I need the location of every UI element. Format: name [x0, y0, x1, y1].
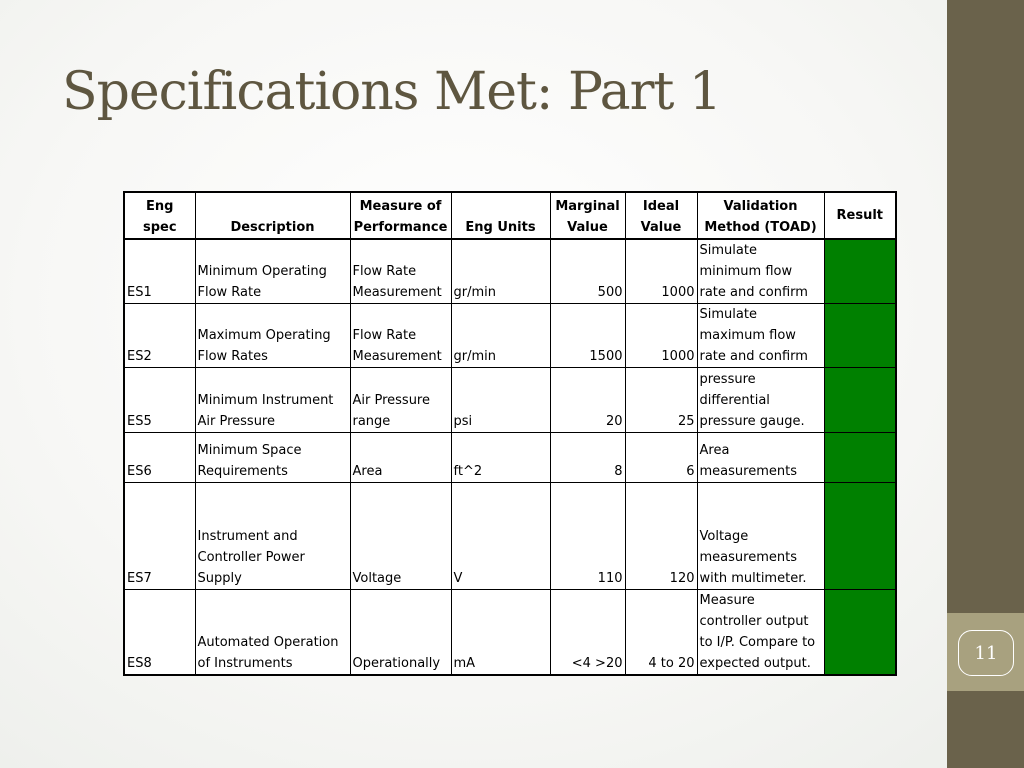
cell-measure: Operationally [350, 590, 451, 676]
header-description: Description [195, 192, 350, 239]
header-eng-units: Eng Units [451, 192, 550, 239]
cell-description: Minimum Space Requirements [195, 433, 350, 483]
header-ideal: Ideal Value [625, 192, 697, 239]
cell-eng-units: mA [451, 590, 550, 676]
cell-marginal-value: 1500 [550, 304, 625, 368]
cell-eng-spec: ES5 [124, 368, 195, 433]
cell-ideal-value: 1000 [625, 239, 697, 304]
cell-eng-units: ft^2 [451, 433, 550, 483]
cell-marginal-value: 20 [550, 368, 625, 433]
cell-description: Minimum Instrument Air Pressure [195, 368, 350, 433]
cell-eng-units: gr/min [451, 304, 550, 368]
cell-validation: pressure differential pressure gauge. [697, 368, 824, 433]
cell-validation: Area measurements [697, 433, 824, 483]
cell-ideal-value: 4 to 20 [625, 590, 697, 676]
cell-marginal-value: <4 >20 [550, 590, 625, 676]
spec-table [123, 191, 897, 676]
table-row [124, 433, 896, 483]
header-measure: Measure of Performance [350, 192, 451, 239]
table-row [124, 368, 896, 433]
cell-eng-spec: ES8 [124, 590, 195, 676]
cell-measure: Voltage [350, 483, 451, 590]
cell-validation: Measure controller output to I/P. Compare to expected output. [697, 590, 824, 676]
cell-measure: Flow Rate Measurement [350, 239, 451, 304]
cell-eng-spec: ES1 [124, 239, 195, 304]
cell-validation: Voltage measurements with multimeter. [697, 483, 824, 590]
cell-ideal-value: 25 [625, 368, 697, 433]
cell-ideal-value: 1000 [625, 304, 697, 368]
cell-validation: Simulate minimum flow rate and confirm [697, 239, 824, 304]
table-row [124, 239, 896, 304]
cell-eng-spec: ES6 [124, 433, 195, 483]
cell-description: Instrument and Controller Power Supply [195, 483, 350, 590]
header-eng-spec: Eng spec [124, 192, 195, 239]
cell-eng-units: gr/min [451, 239, 550, 304]
cell-description: Maximum Operating Flow Rates [195, 304, 350, 368]
header-marginal: Marginal Value [550, 192, 625, 239]
cell-description: Automated Operation of Instruments [195, 590, 350, 676]
cell-result [824, 590, 896, 676]
cell-result [824, 368, 896, 433]
cell-eng-units: psi [451, 368, 550, 433]
header-validation: Validation Method (TOAD) [697, 192, 824, 239]
cell-result [824, 433, 896, 483]
page-number-badge: 11 [958, 630, 1014, 676]
cell-ideal-value: 6 [625, 433, 697, 483]
cell-measure: Flow Rate Measurement [350, 304, 451, 368]
slide-title: Specifications Met: Part 1 [62, 62, 721, 122]
cell-validation: Simulate maximum flow rate and confirm [697, 304, 824, 368]
cell-eng-spec: ES2 [124, 304, 195, 368]
cell-marginal-value: 8 [550, 433, 625, 483]
cell-result [824, 304, 896, 368]
table-row [124, 304, 896, 368]
cell-eng-spec: ES7 [124, 483, 195, 590]
cell-measure: Area [350, 433, 451, 483]
cell-result [824, 483, 896, 590]
table-row [124, 590, 896, 676]
table-row [124, 483, 896, 590]
cell-eng-units: V [451, 483, 550, 590]
table-header-row [124, 192, 896, 239]
cell-description: Minimum Operating Flow Rate [195, 239, 350, 304]
cell-marginal-value: 500 [550, 239, 625, 304]
cell-result [824, 239, 896, 304]
cell-marginal-value: 110 [550, 483, 625, 590]
cell-ideal-value: 120 [625, 483, 697, 590]
cell-measure: Air Pressure range [350, 368, 451, 433]
header-result: Result [824, 192, 896, 239]
